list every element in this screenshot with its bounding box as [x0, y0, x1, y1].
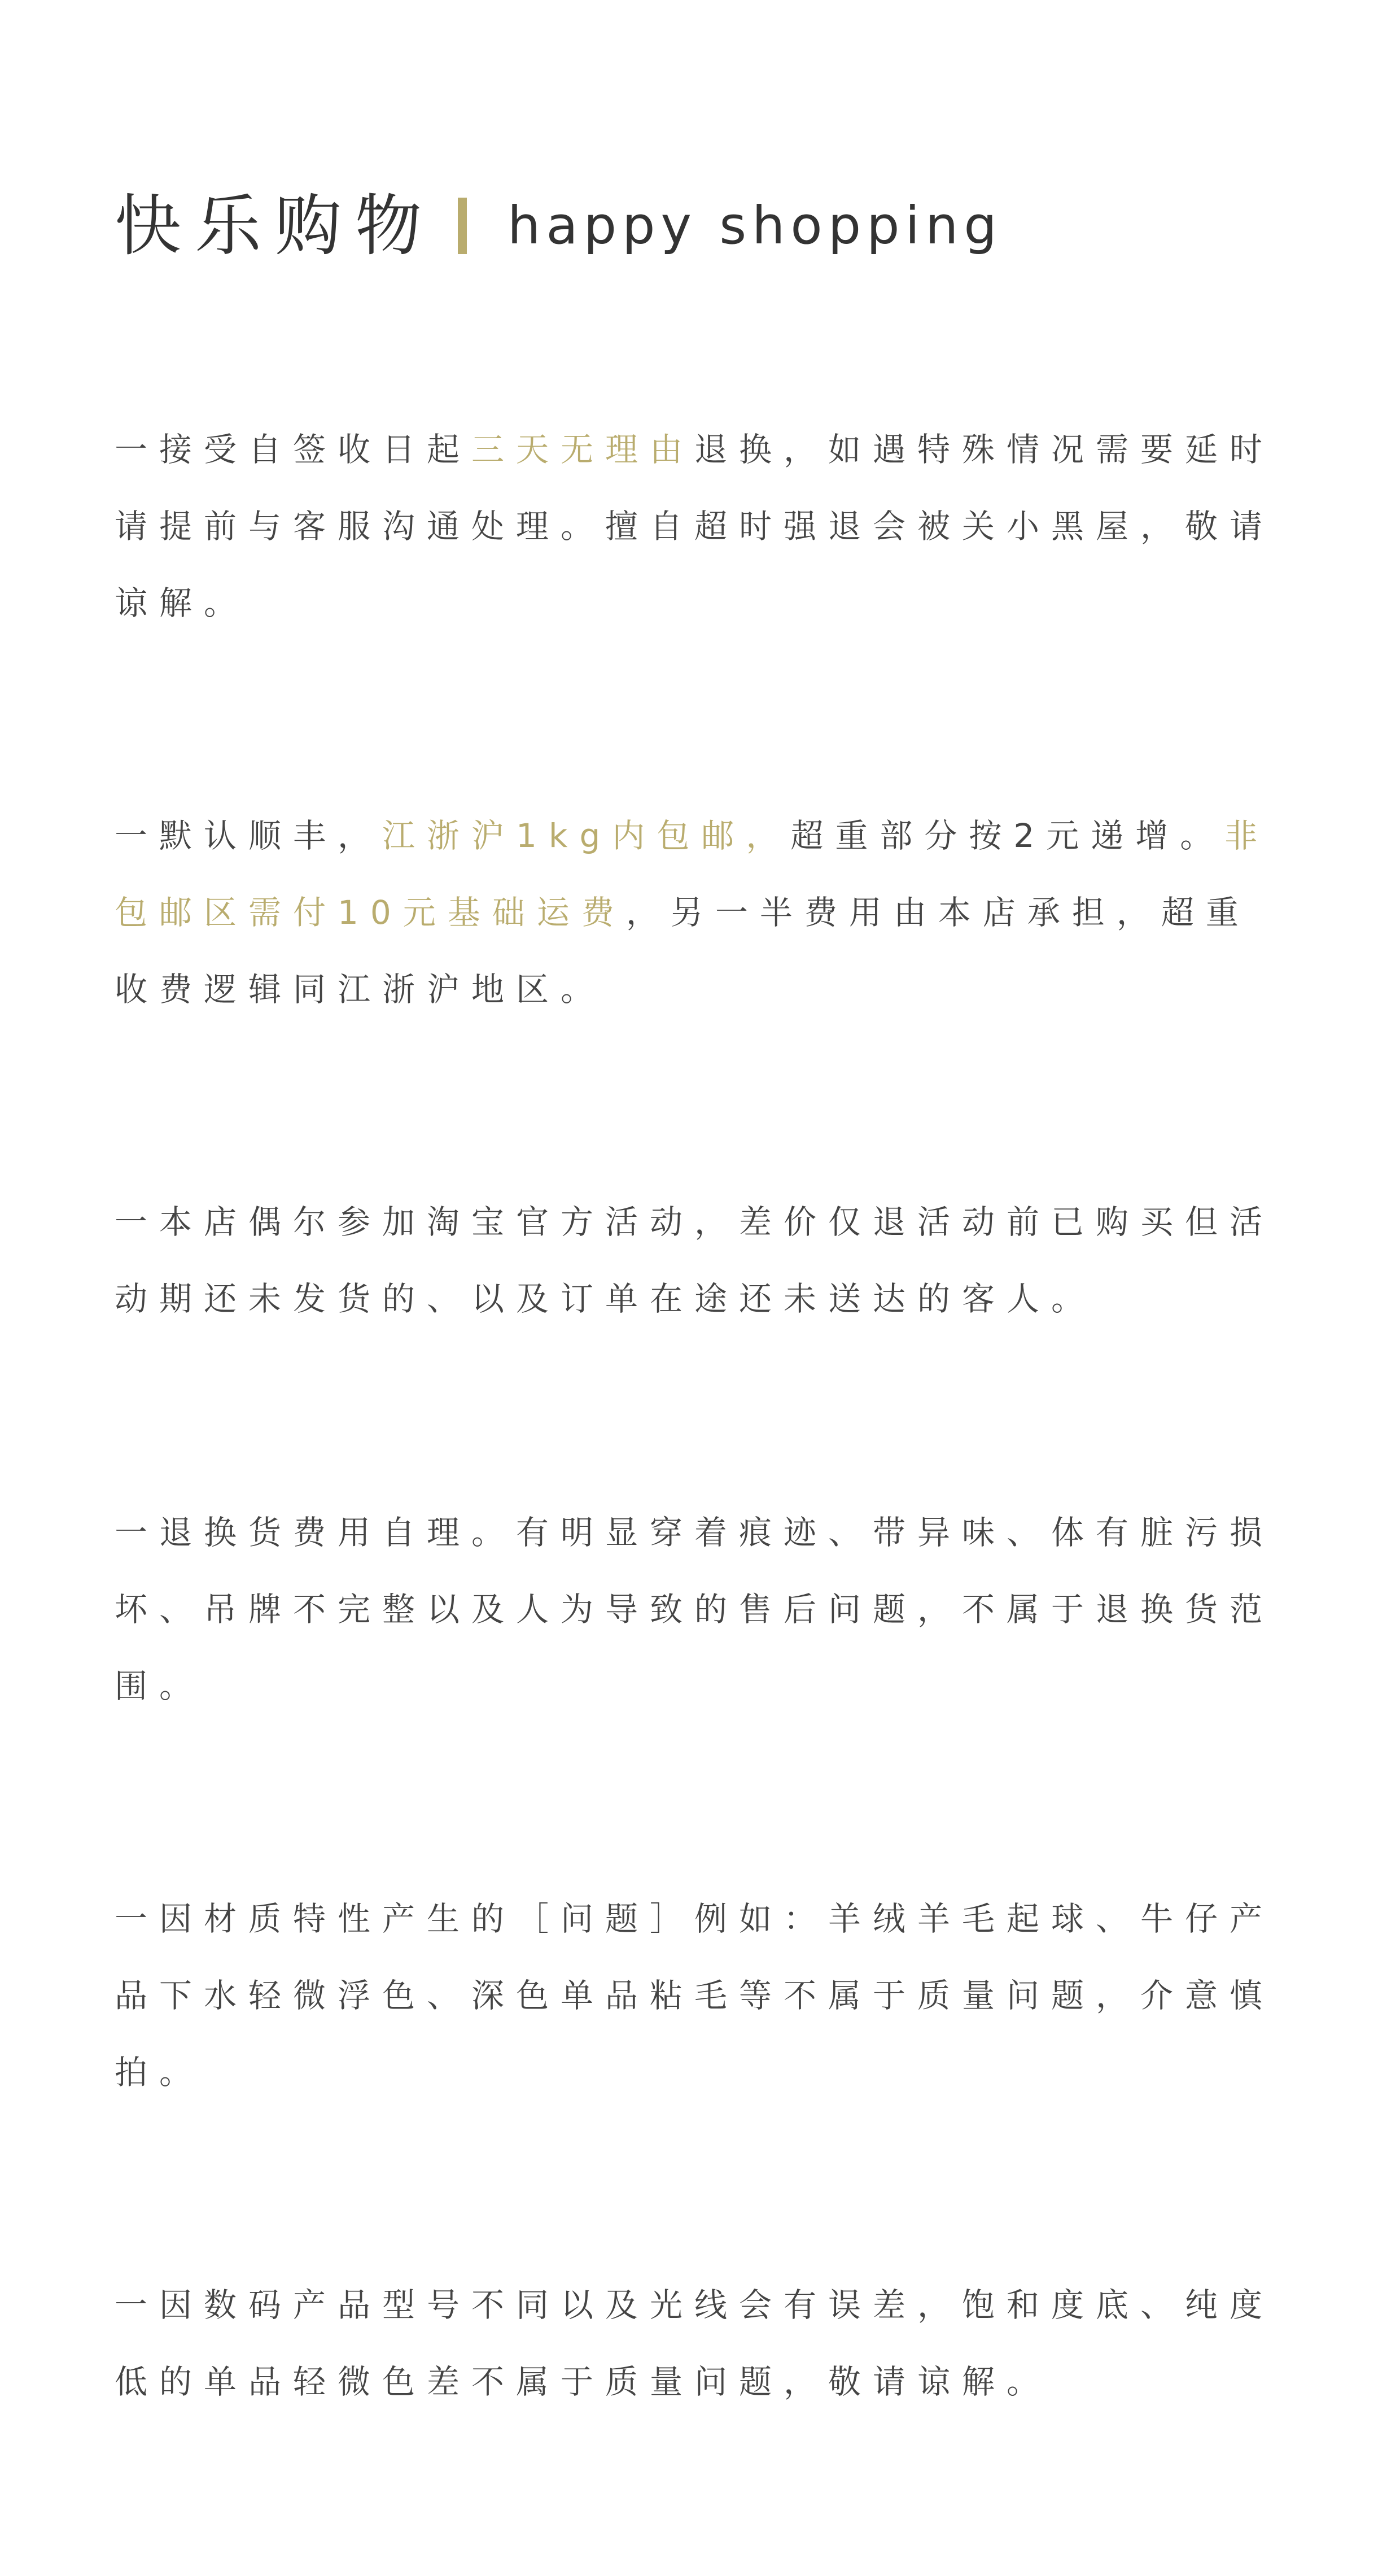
page-subtitle: happy shopping — [508, 195, 1003, 256]
policy-color-difference — [115, 2267, 1294, 2420]
policy-return-period — [115, 411, 1294, 641]
page-title: 快乐购物 — [115, 187, 436, 265]
policy-text: ，另一半费用由本店承担，超重收费逻辑同江浙沪地区。 — [115, 893, 1250, 1008]
policy-highlight: 三天无理由 — [471, 430, 695, 469]
policy-highlight: 非包邮区需付10元基础运费 — [115, 817, 1270, 932]
title-divider-bar — [458, 198, 467, 254]
policy-shipping — [115, 797, 1294, 1028]
policy-text: 超重部分按2元递增。 — [790, 817, 1225, 855]
policy-text: 一退换货费用自理。有明显穿着痕迹、带异味、体有脏污损坏、吊牌不完整以及人为导致的售后问题，不属于退换货范围。 — [115, 1513, 1275, 1705]
policy-material — [115, 1880, 1294, 2111]
policy-text: 一默认顺丰， — [115, 817, 383, 855]
policy-highlight: 江浙沪1kg内包邮， — [382, 817, 791, 855]
policy-promotion — [115, 1184, 1294, 1337]
policy-text: 退换，如遇特殊情况需要延时请提前与客服沟通处理。擅自超时强退会被关小黑屋，敬请谅解。 — [115, 430, 1275, 622]
policy-return-fees — [115, 1494, 1294, 1724]
page-header — [115, 181, 1003, 271]
policy-text: 一接受自签收日起 — [115, 430, 472, 469]
policy-text: 一因数码产品型号不同以及光线会有误差，饱和度底、纯度低的单品轻微色差不属于质量问题，敬请谅解。 — [115, 2286, 1275, 2401]
policy-list — [115, 411, 1294, 2576]
policy-text: 一因材质特性产生的［问题］例如：羊绒羊毛起球、牛仔产品下水轻微浮色、深色单品粘毛等不属于质量问题，介意慎拍。 — [115, 1900, 1275, 2092]
policy-text: 一本店偶尔参加淘宝官方活动，差价仅退活动前已购买但活动期还未发货的、以及订单在途还未送达的客人。 — [115, 1203, 1275, 1318]
